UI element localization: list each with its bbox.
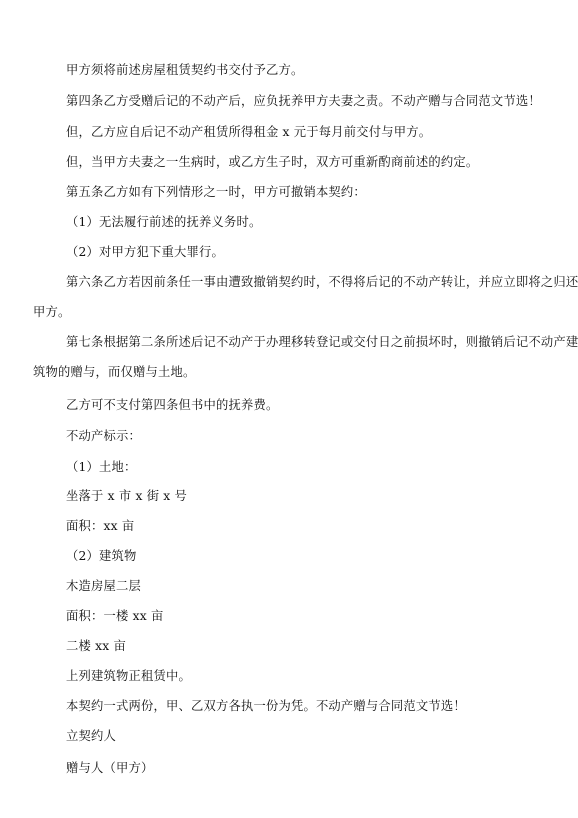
paragraph-line-7: （2）对甲方犯下重大罪行。	[66, 245, 224, 259]
paragraph-line-23: 立契约人	[66, 729, 116, 743]
paragraph-line-6: （1）无法履行前述的抚养义务时。	[66, 215, 262, 229]
paragraph-line-14: （1）土地：	[66, 460, 137, 474]
paragraph-line-20: 二楼 xx 亩	[66, 639, 126, 653]
paragraph-line-4: 但，当甲方夫妻之一生病时，或乙方生子时，双方可重新酌商前述的约定。	[66, 155, 479, 169]
paragraph-line-15: 坐落于 x 市 x 街 x 号	[66, 489, 188, 503]
paragraph-line-24: 赠与人（甲方）	[66, 761, 154, 775]
paragraph-line-21: 上列建筑物正租赁中。	[66, 669, 191, 683]
paragraph-line-10: 第七条根据第二条所述后记不动产于办理移转登记或交付日之前损坏时，则撤销后记不动产建	[66, 335, 578, 349]
paragraph-line-5: 第五条乙方如有下列情形之一时，甲方可撤销本契约：	[66, 185, 366, 199]
paragraph-line-19: 面积：一楼 xx 亩	[66, 609, 164, 623]
paragraph-line-1: 甲方须将前述房屋租赁契约书交付予乙方。	[66, 63, 304, 77]
paragraph-line-18: 木造房屋二层	[66, 579, 141, 593]
paragraph-line-9: 甲方。	[33, 305, 71, 319]
paragraph-line-13: 不动产标示：	[66, 429, 141, 443]
paragraph-line-12: 乙方可不支付第四条但书中的抚养费。	[66, 398, 279, 412]
paragraph-line-8: 第六条乙方若因前条任一事由遭致撤销契约时，不得将后记的不动产转让，并应立即将之归还	[66, 275, 578, 289]
paragraph-line-11: 筑物的赠与，而仅赠与土地。	[33, 365, 196, 379]
paragraph-line-22: 本契约一式两份，甲、乙双方各执一份为凭。不动产赠与合同范文节选！	[66, 699, 466, 713]
paragraph-line-3: 但，乙方应自后记不动产租赁所得租金 x 元于每月前交付与甲方。	[66, 125, 432, 139]
paragraph-line-16: 面积：xx 亩	[66, 519, 135, 533]
paragraph-line-2: 第四条乙方受赠后记的不动产后，应负抚养甲方夫妻之责。不动产赠与合同范文节选！	[66, 94, 541, 108]
paragraph-line-17: （2）建筑物	[66, 549, 137, 563]
